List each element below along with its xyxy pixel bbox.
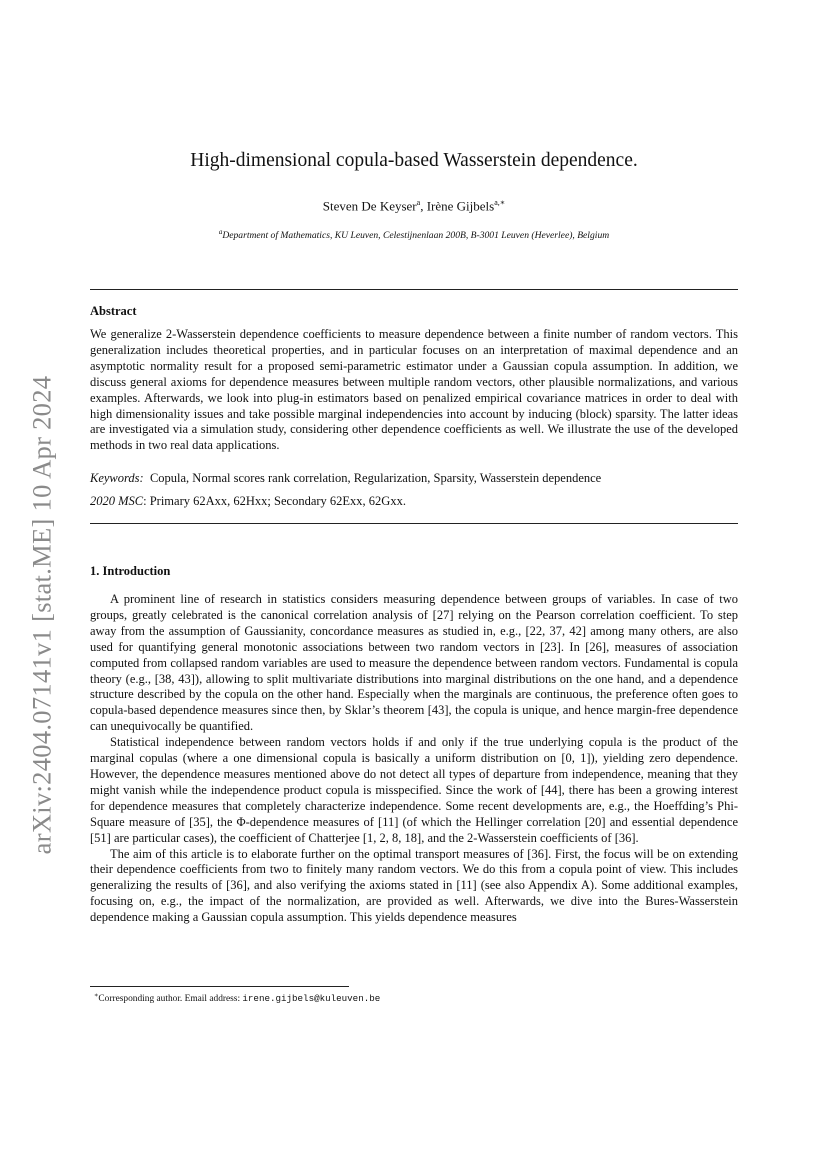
msc-line bbox=[90, 494, 738, 509]
arxiv-id-text: arXiv:2404.07141v1 [stat.ME] 10 Apr 2024 bbox=[26, 375, 57, 855]
keywords-text: Copula, Normal scores rank correlation, Regularization, Sparsity, Wasserstein dependence bbox=[149, 471, 602, 485]
footnote bbox=[90, 991, 380, 1004]
footnote-rule bbox=[90, 986, 349, 987]
arxiv-identifier-stamp bbox=[22, 355, 62, 875]
section-heading-introduction: 1. Introduction bbox=[90, 564, 171, 578]
keywords-label: Keywords: bbox=[90, 471, 144, 485]
abstract-heading: Abstract bbox=[90, 304, 137, 318]
author-name: Irène Gijbels bbox=[426, 198, 495, 214]
affiliation-text: Department of Mathematics, KU Leuven, Celestijnenlaan 200B, B-3001 Leuven (Heverlee), Belgium bbox=[222, 230, 610, 242]
paragraph: The aim of this article is to elaborate further on the optimal transport measures of [36]. First, the focus will be on extending their dependence coefficients from two to finitely many random vectors. We do this from a copula point of view. This includes generalizing the results of [36], and also verifying the axioms stated in [11] (see also Appendix A). Some additional examples, focusing on, e.g., the impact of the normalization, are provided as well. Afterwards, we dive into the Bures-Wasserstein dependence making a Gaussian copula assumption. This yields dependence measures bbox=[90, 846, 738, 925]
abstract-bottom-rule bbox=[90, 523, 738, 524]
footnote-mark: ∗ bbox=[94, 992, 99, 999]
author-affil-mark: a,∗ bbox=[494, 198, 506, 207]
author-separator: , bbox=[420, 198, 427, 214]
abstract-top-rule bbox=[90, 289, 738, 290]
affiliation-mark: a bbox=[218, 228, 223, 236]
abstract-text: We generalize 2-Wasserstein dependence coefficients to measure dependence between a finite number of random vectors. This generalization includes theoretical properties, and in particular focuses on an interpretation of maximal dependence and an asymptotic normality result for a proposed semi-parametric estimator under a Gaussian copula assumption. In addition, we discuss general axioms for dependence measures between multiple random vectors, other plausible normalizations, and various examples. Afterwards, we look into plug-in estimators based on penalized empirical covariance matrices in order to deal with high dimensionality issues and take possible marginal independencies into account by inducing (block) sparsity. The latter ideas are investigated via a simulation study, considering other dependence coefficients as well. We illustrate the use of the developed methods in two real data applications. bbox=[90, 327, 738, 453]
paper-title: High-dimensional copula-based Wasserstein dependence. bbox=[190, 150, 638, 171]
msc-label: 2020 MSC bbox=[90, 494, 144, 508]
affiliation bbox=[90, 228, 738, 241]
paragraph: A prominent line of research in statistics considers measuring dependence between groups of variables. In case of two groups, greatly celebrated is the canonical correlation analysis of [27] relying on the Pearson correlation coefficient. To step away from the assumption of Gaussianity, concordance measures as studied in, e.g., [22, 37, 42] among many others, are also used for quantifying general monotonic associations between two random vectors in [23]. In [26], measures of association computed from collapsed random variables are used to measure the dependence between random vectors. Fundamental is copula theory (e.g., [38, 43]), allowing to split multivariate distributions into marginal distributions on the one hand, and a dependence structure described by the copula on the other hand. Especially when the marginals are continuous, the preference often goes to copula-based dependence measures since then, by Sklar’s theorem [43], the copula is unique, and hence margin-free dependence can unequivocally be quantified. bbox=[90, 592, 738, 734]
author-list bbox=[90, 198, 738, 214]
paragraph: Statistical independence between random vectors holds if and only if the true underlying copula is the product of the marginal copulas (where a one dimensional copula is basically a uniform distribution on [0, 1]), yielding zero dependence. However, the dependence measures mentioned above do not detect all types of departure from independence, meaning that they might vanish while the independence product copula is misspecified. Since the work of [44], there has been a growing interest for dependence measures that completely characterize independence. Some recent developments are, e.g., the Hoeffding’s Phi-Square measure of [35], the Φ-dependence measures of [11] (of which the Hellinger correlation [20] and essential dependence [51] are particular cases), the coefficient of Chatterjee [1, 2, 8, 18], and the 2-Wasserstein coefficients of [36]. bbox=[90, 735, 738, 845]
author-name: Steven De Keyser bbox=[322, 198, 417, 214]
author-affil-mark: a bbox=[416, 198, 421, 207]
msc-text: : Primary 62Axx, 62Hxx; Secondary 62Exx, 62Gxx. bbox=[143, 494, 406, 508]
footnote-text: Corresponding author. Email address: bbox=[98, 994, 243, 1005]
introduction-body bbox=[90, 592, 738, 926]
keywords-line bbox=[90, 471, 738, 486]
corresponding-email: irene.gijbels@kuleuven.be bbox=[242, 993, 381, 1005]
